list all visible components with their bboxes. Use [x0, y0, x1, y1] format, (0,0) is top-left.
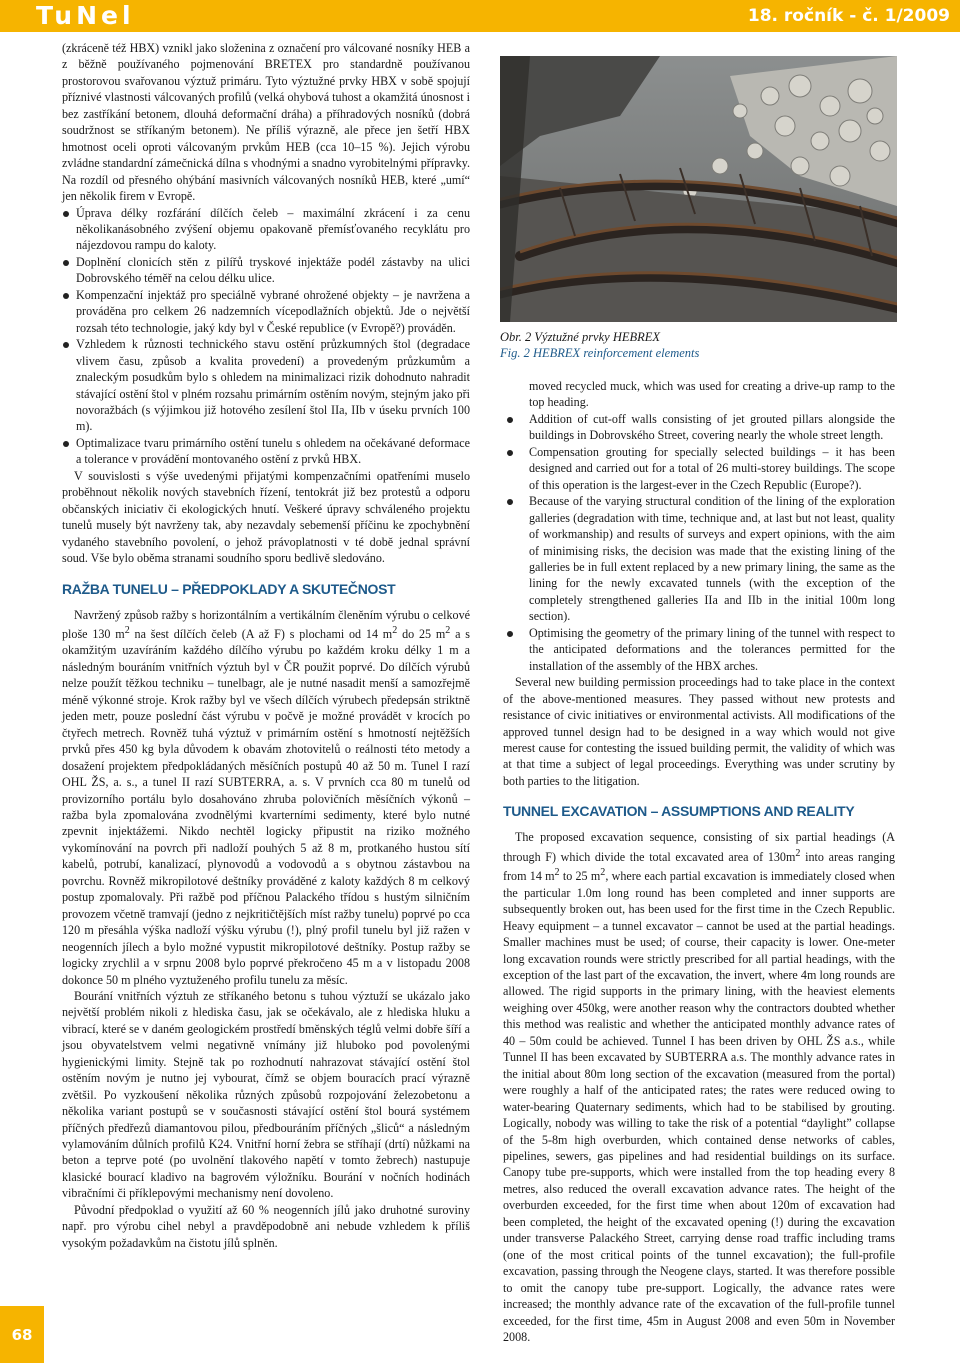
magazine-logo: TuNel: [36, 1, 135, 30]
header-bar: [0, 0, 960, 32]
bullet-icon: [507, 631, 513, 637]
measures-list-en: [503, 411, 895, 674]
right-column: [503, 378, 895, 1345]
issue-label: 18. ročník - č. 1/2009: [747, 6, 950, 26]
section-heading-en: TUNNEL EXCAVATION – ASSUMPTIONS AND REALITY: [503, 803, 855, 820]
paragraph-proceedings-en: Several new building permission proceedings had to take place in the context of the above-mentioned measures. They passed without new protests and resistance of civic initiatives or environmental activists. All modifications of the approved tunnel design had to be designed in a way which would not give merest cause for contesting the issued building permit, the validity of which was at that time a subject of legal proceedings. Everything was under scrutiny by both parties to the litigation.: [503, 675, 895, 788]
figure-caption: [500, 329, 699, 361]
list-item: Doplnění clonicích stěn z pilířů tryskové injektáže podél zástavby na ulici Dobrovského téměř na celou délku ulice.: [62, 254, 470, 287]
list-item: Compensation grouting for specially selected buildings – it has been designed and carried out for a total of 26 multi-storey buildings. The scope of this operation is the largest-ever in the Czech Republic (Europe?).: [503, 444, 895, 493]
bullet-icon: [63, 293, 69, 299]
intro-paragraph: (zkráceně též HBX) vznikl jako složenina z označení pro válcované nosníky HEB a z běžně používaného pojmenování BRETEX pro standardně používanou prostorovou svařovanou výztuž primáru. Tyto výztužné prvky HBX v sobě spojují příznivé vlastnosti válcovaných profilů (velká ohybová tuhost a okamžitá únosnost i bez zastříkání betonem, dlouhá deformační dráha) a příhradových nosníků (dobrá soudržnost se stříkaným betonem). Ne příliš výrazně, ale přece jen šetří HBX hmotnost oceli oproti válcovaným prvkům HEB (cca 10–15 %). Jejich výrobu zvládne standardní zámečnická dílna s vhodnými a snadno vyrobitelnými přípravky. Na rozdíl od přesného ohýbání masivních válcovaných nosníků HEB, které „umí“ jen několik firem v Evropě.: [62, 41, 470, 204]
paragraph-proceedings-cz: V souvislosti s výše uvedenými přijatými kompenzačními opatřeními muselo proběhnout několik nových stavebních řízení, tentokrát již bez protestů a odporu občanských iniciativ či ekologických hnutí. Veškeré úpravy schváleného projektu tunelů musely být navrženy tak, aby nezavdaly sebemenší příčinu ke zpochybnění vydaného stavebního povolení, o jehož právoplatnosti v té době jednal správní soud. Vše bylo oběma stranami soudního sporu bedlivě sledováno.: [62, 468, 470, 566]
page-number: 68: [11, 1326, 33, 1344]
paragraph-excavation-en: The proposed excavation sequence, consisting of six partial headings (A through F) which divide the total excavated area of $130m^2$ into areas ranging from 14 $m^2$ to 25 $m^2$, where each partial excavation is immediately closed when the particular 1.0m long round has been completed and inner supports are subsequently broken out, has been used for the first time in the Czech Republic. Heavy equipment – a tunnel excavator – cannot be used at the partial headings. Smaller machines must be used; of course, their capacity is lower. One-meter long excavation rounds were strictly prescribed for all partial headings, with the exception of the last part of the excavation, the invert, where 4m long rounds are allowed. The rigid supports in the primary lining, with the heaviest elements weighing over 450kg, were another reason why the contractors doubted whether this method was realistic and whether the anticipated monthly advance rates of 40 – 50m could be achieved. Tunnel I has been driven by OHL ŽS a.s., while Tunnel II has been excavated by SUBTERRA a.s. The monthly advance rates in the initial about 80m long section of the excavation (measured from the portal) were roughly a half of the anticipated rates; the rates were reduced owing to water-bearing Quaternary sediments, which had to be stabilised by grouting. Logically, nobody was willing to take the risk of a potential “daylight” collapse of the 5-8m high overburden, which contained dense networks of cables, pipelines, sewers, gas pipelines and had residential buildings on its surface. Canopy tube pre-supports, which were installed from the top heading every 8 metres, also reduced the overall excavation advance rates. The height of the overburden exceeded, for the first time when about 120m of excavation had been completed, the height of the excavated opening (!) during the excavation under transverse Palackého Street, carrying dense road traffic including trams (one of the most critical points of the tunnel excavation); the full-profile excavation, passing through the Neogene clays, started. It was therefore possible to omit the canopy tube pre-support. Logically, the advance rates were increased; the monthly advance rate of the excavation of the full-profile tunnel exceeded, for the first time, 45m in August 2008 and even 50m in November 2008.: [503, 830, 896, 1344]
bullet-icon: [507, 417, 513, 423]
paragraph-excavation-cz: Navržený způsob ražby s horizontálním a vertikálním členěním výrubu o celkové ploše 130 $m^2$ na šest dílčích čeleb (A až F) s plochami od 14 $m^2$ do 25 $m^2$ a s okamžitým uzavíráním každého dílčího výrubu po každém kroku délky 1 m a následným bouráním vnitřních výztuh byl v ČR použit poprvé. Do dílčích výrubů nelze použít těžkou techniku – tunelbagr, ale je nutné nasadit menší a samozřejmě méně výkonné stroje. Krok ražby byl ve všech dílčích výrubech předepsán striktně jeden metr, pouze poslední část výrubu v počvě je možné provádět v krocích po čtyřech metrech. Rovněž tuhá výztuž v primárním ostění s hmotností nejtěžších prvků přes 450 kg byla důvodem k obavám zhotovitelů o reálnosti této metody a dosažení projektem předpokládaných měsíčních postupů 40 až 50 m. Tunel I razí OHL ŽS, a. s., a tunel II razí SUBTERRA, a. s. V prvních cca 80 m tunelů od provizorního portálu bylo dosahováno zhruba polovičních měsíčních výkonů – ražba byla zpomalována zvodnělými kvarterními sedimenty, které bylo nutné zpevnit injektážemi. Nikdo nechtěl logicky připustit na riziko možného vykomínování na povrch při nadloží pouhých 5 až 8 m, protkaného hustou sítí kabelů, potrubí, kanalizací, plynovodů a vodovodů a s obytnou zástavbou na povrchu. Rovněž mikropilotové deštníky prováděné z kaloty každých 8 m celkový postup zpomalovaly. Při ražbě pod příčnou Palackého třídou s hustým silničním provozem včetně tramvají (jedno z nejkritičtějších míst ražby tunelu) poprvé po cca 120 m přesáhla výška nadloží výšku výrubu (!), plný profil tunelu byl již ražen v neogenních jílech a bylo možné vypustit mikropilotové deštníky. Postup ražby se logicky zrychlil a v srpnu 2008 bylo poprvé překročeno 45 m a v listopadu 2008 dokonce 50 m plného vyztuženého profilu tunelu za měsíc.: [62, 607, 470, 987]
measures-list-cz: [62, 205, 470, 468]
section-heading-cz: RAŽBA TUNELU – PŘEDPOKLADY A SKUTEČNOST: [62, 580, 396, 597]
figure-caption-cz: Obr. 2 Výztužné prvky HEBREX: [500, 330, 661, 344]
bullet-icon: [63, 342, 69, 348]
hebrex-photo: [500, 56, 897, 322]
bullet-continuation: moved recycled muck, which was used for creating a drive-up ramp to the top heading.: [529, 379, 895, 410]
list-item: Kompenzační injektáž pro speciálně vybrané ohrožené objekty – je navržena a prováděna pro celkem 26 nadzemních vícepodlažních objektů. Jde o největší rozsah této technologie, jaký kdy byl v České republice (v Evropě?) prováděn.: [62, 287, 470, 336]
list-item: Úprava délky rozfárání dílčích čeleb – maximální zkrácení i za cenu několikanásobného zvýšení objemu opakovaně přemísťovaného recyklátu pro nájezdovou rampu do kaloty.: [62, 205, 470, 254]
figure-caption-en: Fig. 2 HEBREX reinforcement elements: [500, 346, 700, 360]
bullet-icon: [63, 260, 69, 266]
paragraph-breaking-cz: Bourání vnitřních výztuh ze stříkaného betonu s tuhou výztuží se ukázalo jako největší problém nikoli z hlediska času, jak se očekávalo, ale z hlediska hluku a vibrací, které se v daném geologickém prostředí bměnských téglů velmi dobře šíří a jsou obyvatelstvem velmi negativně vnímány již hluboko pod povolenými hygienickými limity. Stejně tak po rozhodnutí nahrazovat stávající ostění štol ostěním novým je nutno jej vybourat, čímž se objem bouracích prací výrazně zvětšil. Po vyzkoušení několika různých způsobů rozpojování železobetonu a několika variant postupů se v současnosti stávající ostění štol bourá systémem příčných předřezů diamantovou pilou, předbouráním příčných „šliců“ a následným vylamováním důlních profilů K24. Vnitřní horní žebra se stříhají (drtí) nůžkami na beton a teprve poté (po uvolnění tlakového napětí v tomto žebrech) nastupuje klasické bourací kladivo na bagrovém výložníku. Bourání v nočních hodinách vibračními či příklepovými mechanismy není dovoleno.: [62, 988, 470, 1201]
bullet-icon: [507, 499, 513, 505]
list-item: Vzhledem k různosti technického stavu ostění průzkumných štol (degradace vlivem času, způsob a kvalita provedení) a provedeným průzkumům a znaleckým posudkům bylo s ohledem na minimalizaci rizik dohodnuto nahradit stávající ostění štol v plném rozsahu primárním ostěním novým, stejným jako při novoražbách (s výjimkou již hotového zesílení štol IIa, IIb v úseku prvních 100 m).: [62, 336, 470, 435]
hebrex-photo-illustration: [500, 56, 897, 322]
list-item: Addition of cut-off walls consisting of jet grouted pillars alongside the buildings in Dobrovského Street, covering nearly the whole street length.: [503, 411, 895, 444]
paragraph-clays-cz: Původní předpoklad o využití až 60 % neogenních jílů jako druhotné suroviny např. pro výrobu cihel nebyl a pravděpodobně ani nebude vzhledem k příliš vysokým požadavkům na čistotu jílů splněn.: [62, 1202, 470, 1250]
left-column: [62, 40, 470, 1251]
bullet-icon: [63, 441, 69, 447]
list-item: Optimalizace tvaru primárního ostění tunelu s ohledem na očekávané deformace a tolerance v provádění montovaného ostění z prvků HBX.: [62, 435, 470, 468]
list-item: Optimising the geometry of the primary lining of the tunnel with respect to the anticipated deformations and the tolerances permitted for the installation of the assembly of the HBX arches.: [503, 625, 895, 674]
list-item: Because of the varying structural condition of the lining of the exploration galleries (degradation with time, technique and, at last but not least, quality of workmanship) and results of surveys and expert opinions, with the aim of minimising risks, the decision was made that the existing lining of the galleries be in full extent replaced by a new primary lining, the same as the lining for the newly excavated tunnels (with the exception of the completely strengthened galleries IIa and IIb in the initial 100m long section).: [503, 493, 895, 625]
bullet-icon: [507, 450, 513, 456]
bullet-icon: [63, 211, 69, 217]
